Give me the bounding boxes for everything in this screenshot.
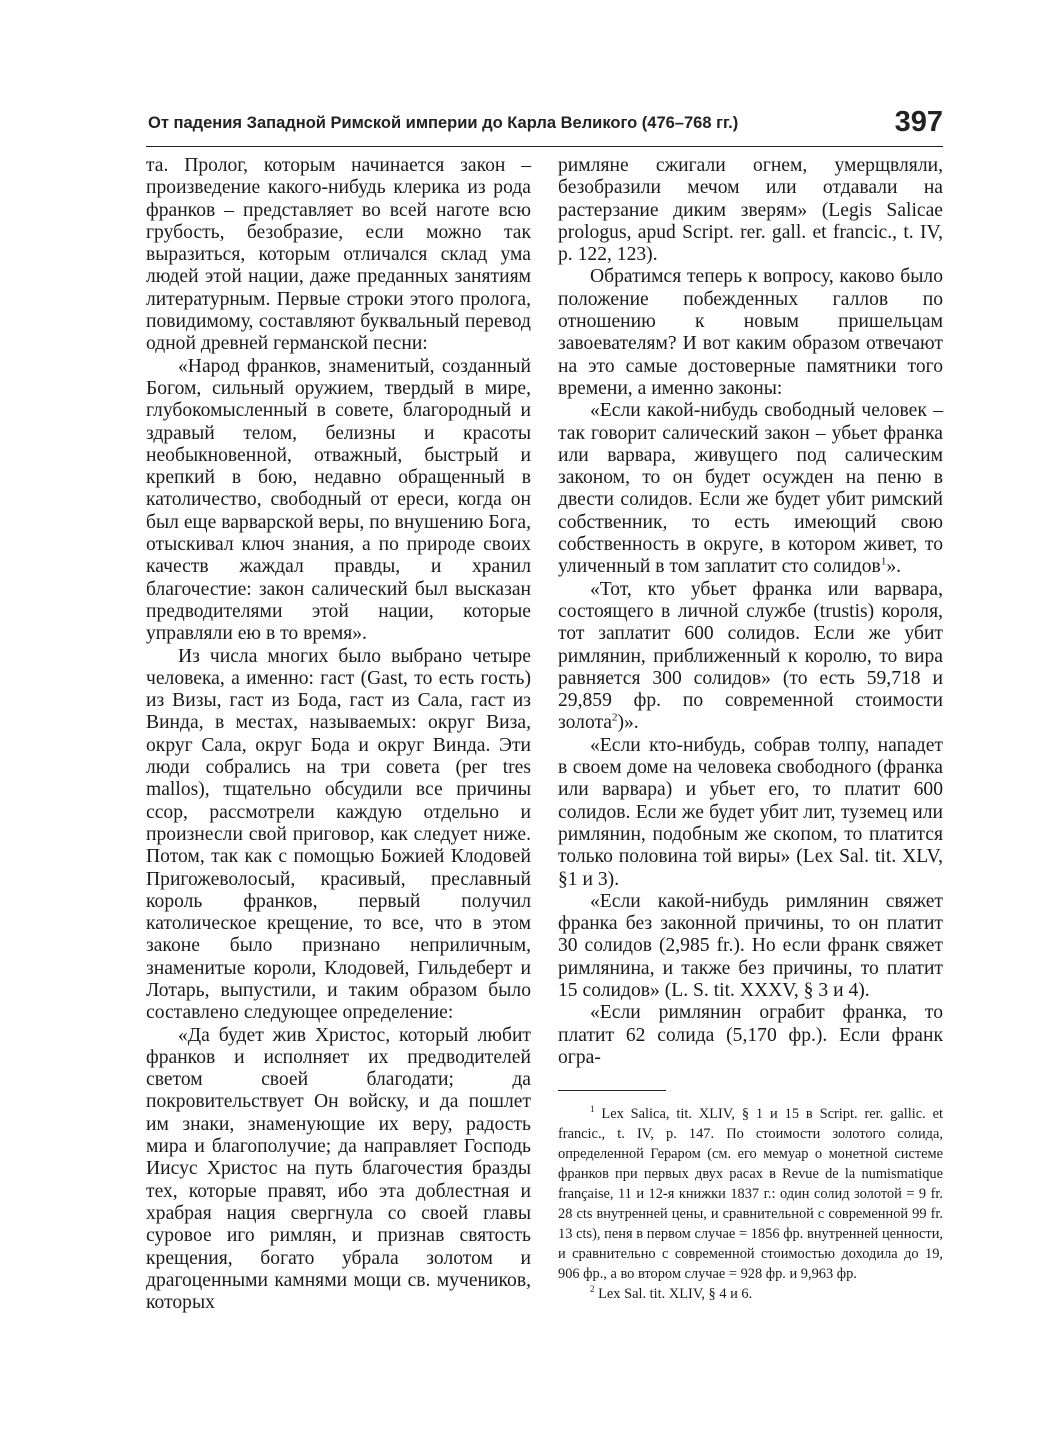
paragraph: Из числа многих было выбрано четыре человека, а именно: гаст (Gast, то есть гость) из Визы, гаст из Бода, гаст из Сала, гаст из Винда, в местах, называемых: округ Виза, округ Сала, округ Бода и округ Винда. Эти люди собрались на три совета (per tres mallos), тщательно обсудили все причины ссор, рассмотрели каждую отдельно и произнесли свой приговор, как следует ниже. Потом, так как с помощью Божией Клодовей Пригожеволосый, красивый, преславный король франков, первый получил католическое крещение, то все, что в этом законе было признано неприличным, знаменитые короли, Клодовей, Гильдеберт и Лотарь, выпустили, и таким образом было составлено следующее определение: bbox=[146, 645, 531, 1024]
paragraph: «Если римлянин ограбит франка, то платит 62 солида (5,170 фр.). Если франк огра- bbox=[558, 1002, 943, 1068]
footnote bbox=[558, 1284, 943, 1304]
footnotes bbox=[558, 1104, 943, 1304]
running-title: От падения Западной Римской империи до Карла Великого (476–768 гг.) bbox=[148, 114, 739, 132]
footnote-text: Lex Salica, tit. XLIV, § 1 и 15 в Script. rer. gallic. et francic., t. IV, p. 147. По стоимости золотого солида, определенной Гераром (см. его мемуар о монетной системе франков при первых двух расах в Revue de la numismatique française, 11 и 12-я книжки 1837 г.: один солид золотой = 9 fr. 28 cts внутренней цены, и сравнительной с современной 99 fr. 13 cts), пеня в первом случае = 1856 фр. внутренней ценности, и сравнительно с современной стоимостью доходила до 19, 906 фр., а во втором случае = 928 фр. и 9,963 фр. bbox=[558, 1106, 943, 1282]
paragraph: та. Пролог, которым начинается закон – произведение какого-нибудь клерика из рода франков – представляет во всей наготе всю грубость, безобразие, если можно так выразиться, которым отличался склад ума людей этой нации, даже преданных занятиям литературным. Первые строки этого пролога, повидимому, составляют буквальный перевод одной древней германской песни: bbox=[146, 155, 531, 355]
paragraph-text: ». bbox=[886, 556, 902, 578]
paragraph: Обратимся теперь к вопросу, каково было положение побежденных галлов по отношению к новым пришельцам завоевателям? И вот каким образом отвечают на это самые достоверные памятники того времени, а именно законы: bbox=[558, 266, 943, 399]
paragraph: «Народ франков, знаменитый, созданный Богом, сильный оружием, твердый в мире, глубокомысленный в совете, благородный и здравый телом, белизны и красоты необыкновенной, отважный, быстрый и крепкий в бою, недавно обращенный в католичество, свободный от ереси, когда он был еще варварской веры, по внушению Бога, отыскивал ключ знания, а по природе своих качеств жаждал правды, и хранил благочестие: закон салический был высказан предводителями этой нации, которые управляли ею в то время». bbox=[146, 355, 531, 645]
footnote-mark: 2 bbox=[590, 1284, 595, 1295]
left-column bbox=[146, 155, 531, 1314]
footnote bbox=[558, 1104, 943, 1284]
right-column bbox=[558, 155, 943, 1069]
paragraph: «Если кто-нибудь, собрав толпу, нападет в своем доме на человека свободного (франка или варвара) и убьет его, то платит 600 солидов. Если же будет убит лит, туземец или римлянин, подобным же скопом, то платится только половина той виры» (Lex Sal. tit. XLV, §1 и 3). bbox=[558, 734, 943, 890]
paragraph bbox=[558, 400, 943, 578]
paragraph-text: «Тот, кто убьет франка или варвара, состоящего в личной службе (trustis) короля, тот заплатит 600 солидов. Если же убит римлянин, приближенный к королю, то вира равняется 300 солидов» (то есть 59,718 и 29,859 фр. по современной стоимости золота bbox=[558, 578, 943, 734]
paragraph-text: )». bbox=[617, 712, 639, 734]
paragraph: римляне сжигали огнем, умерщвляли, безобразили мечом или отдавали на растерзание диким зверям» (Legis Salicae prologus, apud Script. rer. gall. et francic., t. IV, p. 122, 123). bbox=[558, 155, 943, 266]
running-header bbox=[146, 106, 943, 147]
footnote-text: Lex Sal. tit. XLIV, § 4 и 6. bbox=[594, 1286, 753, 1302]
page-number: 397 bbox=[894, 106, 943, 138]
paragraph: «Да будет жив Христос, который любит франков и исполняет их предводителей светом своей благодати; да покровительствует Он войску, и да пошлет им знаки, знаменующие их веру, радость мира и благополучие; да направляет Господь Иисус Христос на путь благочестия бразды тех, которые правят, ибо эта доблестная и храбрая нация свергнула со своей главы суровое иго римлян, и признав святость крещения, богато убрала золотом и драгоценными камнями мощи св. мучеников, которых bbox=[146, 1024, 531, 1314]
paragraph: «Если какой-нибудь римлянин свяжет франка без законной причины, то он платит 30 солидов (2,985 fr.). Но если франк свяжет римлянина, и также без причины, то платит 15 солидов» (L. S. tit. XXXV, § 3 и 4). bbox=[558, 890, 943, 1001]
footnote-mark: 1 bbox=[590, 1104, 595, 1115]
footnote-ref[interactable]: 2 bbox=[611, 711, 618, 724]
footnote-divider bbox=[558, 1090, 666, 1091]
paragraph bbox=[558, 579, 943, 735]
paragraph-text: «Если какой-нибудь свободный человек – так говорит салический закон – убьет франка или варвара, живущего под салическим законом, то он будет осужден на пеню в двести солидов. Если же будет убит римский собственник, то есть имеющий свою собственность в округе, в котором живет, то уличенный в том заплатит сто солидов bbox=[558, 400, 943, 578]
footnote-ref[interactable]: 1 bbox=[880, 555, 887, 568]
